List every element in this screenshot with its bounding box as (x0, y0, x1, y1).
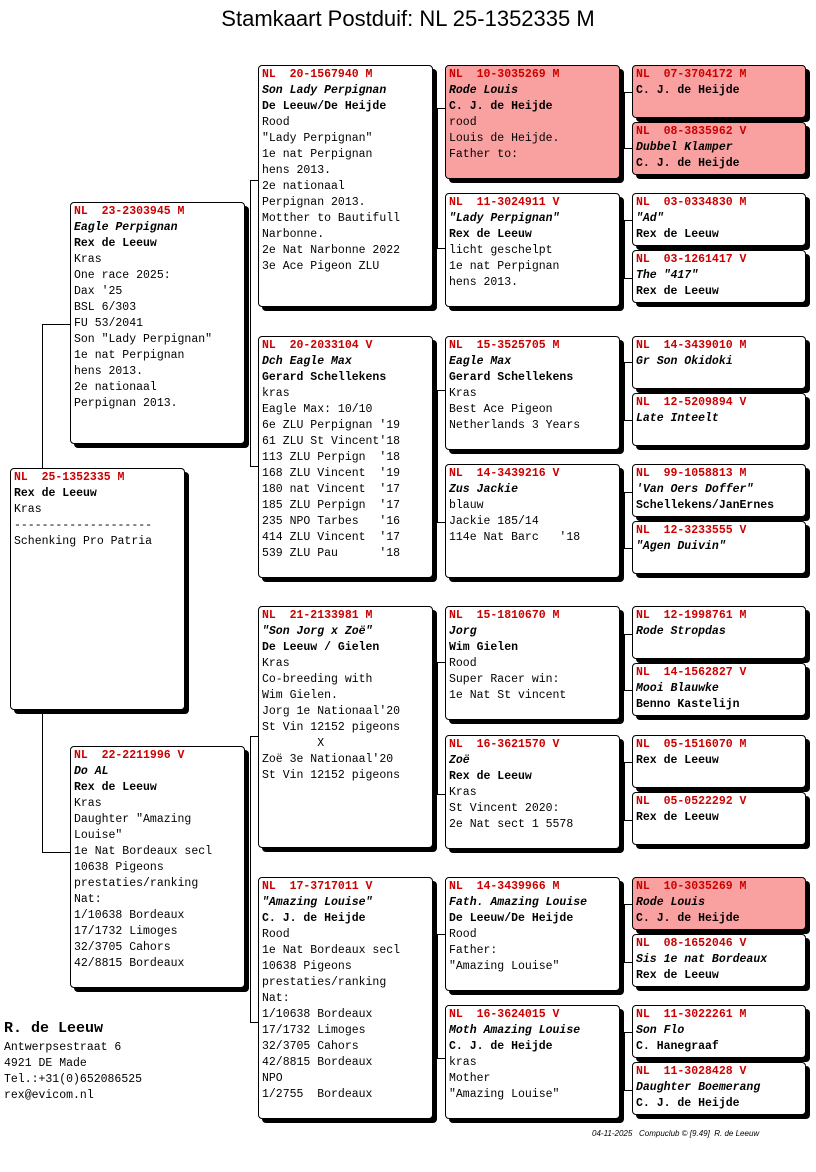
pedigree-card-gggp[interactable] (632, 464, 806, 517)
ring-number: NL 11-3028428 V (636, 1065, 747, 1078)
card-line: 2e nationaal (74, 381, 157, 394)
card-line: hens 2013. (449, 276, 519, 289)
pedigree-card-ggp[interactable] (445, 606, 620, 720)
card-line: 1/10638 Bordeaux (74, 909, 185, 922)
card-line: kras (262, 387, 290, 400)
card-line: "Amazing Louise" (449, 960, 560, 973)
pigeon-name: Son Lady Perpignan (262, 84, 387, 97)
connector (624, 904, 632, 905)
ring-number: NL 15-3525705 M (449, 339, 560, 352)
connector (624, 962, 632, 963)
pigeon-name: Eagle Max (449, 355, 512, 368)
breeder-name: Rex de Leeuw (14, 487, 97, 500)
pigeon-name: Zoë (449, 754, 470, 767)
breeder-name: De Leeuw/De Heijde (449, 912, 574, 925)
connector (624, 1032, 625, 1090)
connector (437, 248, 445, 249)
card-line: Dax '25 (74, 285, 123, 298)
connector (624, 220, 632, 221)
card-line: 2e Nat Narbonne 2022 (262, 244, 401, 257)
pigeon-name: Rode Louis (449, 84, 519, 97)
ring-number: NL 21-2133981 M (262, 609, 373, 622)
connector (437, 934, 445, 935)
card-line: 2e nationaal (262, 180, 345, 193)
card-line: 6e ZLU Perpignan '19 (262, 419, 401, 432)
pigeon-name: Daughter Boemerang (636, 1081, 761, 1094)
owner-address-line: 4921 DE Made (4, 1057, 87, 1070)
connector (437, 662, 445, 663)
card-line: Kras (74, 797, 102, 810)
connector (624, 492, 632, 493)
pigeon-name: Sis 1e nat Bordeaux (636, 953, 768, 966)
breeder-name: Rex de Leeuw (74, 237, 157, 250)
breeder-name: Gerard Schellekens (262, 371, 387, 384)
pedigree-card-gggp[interactable] (632, 193, 806, 246)
connector (624, 634, 625, 690)
card-line: Nat: (262, 992, 290, 1005)
card-line: St Vin 12152 pigeons (262, 721, 401, 734)
breeder-name: Rex de Leeuw (449, 228, 532, 241)
breeder-name: De Leeuw / Gielen (262, 641, 380, 654)
card-line: Father: (449, 944, 498, 957)
pedigree-card-gggp[interactable] (632, 663, 806, 716)
connector (624, 148, 632, 149)
breeder-name: C. J. de Heijde (636, 157, 740, 170)
pigeon-name: Fath. Amazing Louise (449, 896, 588, 909)
owner-block (4, 1018, 142, 1104)
pigeon-name: Zus Jackie (449, 483, 519, 496)
connector (250, 180, 258, 181)
card-line: Netherlands 3 Years (449, 419, 581, 432)
card-line: Co-breeding with (262, 673, 373, 686)
card-line: Kras (449, 387, 477, 400)
ring-number: NL 12-3233555 V (636, 524, 747, 537)
ring-number: NL 11-3022261 M (636, 1008, 747, 1021)
card-line: 414 ZLU Vincent '17 (262, 531, 401, 544)
pigeon-name: Moth Amazing Louise (449, 1024, 581, 1037)
ring-number: NL 03-1261417 V (636, 253, 747, 266)
card-line: Louis de Heijde. (449, 132, 560, 145)
connector (437, 662, 438, 794)
ring-number: NL 12-5209894 V (636, 396, 747, 409)
pedigree-card-gp[interactable] (258, 65, 433, 307)
card-line: 32/3705 Cahors (262, 1040, 359, 1053)
card-line: Jorg 1e Nationaal'20 (262, 705, 401, 718)
card-line: 168 ZLU Vincent '19 (262, 467, 401, 480)
pedigree-card-gp[interactable] (258, 336, 433, 578)
ring-number: NL 10-3035269 M (636, 880, 747, 893)
pigeon-name: 'Van Oers Doffer" (636, 483, 754, 496)
pigeon-name: "Agen Duivin" (636, 540, 726, 553)
ring-number: NL 14-1562827 V (636, 666, 747, 679)
pigeon-name: "Ad" (636, 212, 664, 225)
breeder-name: Schellekens/JanErnes (636, 499, 775, 512)
card-line: 113 ZLU Perpign '18 (262, 451, 401, 464)
card-line: St Vincent 2020: (449, 802, 560, 815)
pedigree-card-gggp[interactable] (632, 65, 806, 118)
card-line: 1/10638 Bordeaux (262, 1008, 373, 1021)
ring-number: NL 07-3704172 M (636, 68, 747, 81)
pigeon-name: "Lady Perpignan" (449, 212, 560, 225)
card-line: Schenking Pro Patria (14, 535, 153, 548)
pedigree-card-ggp[interactable] (445, 1005, 620, 1119)
card-line: Perpignan 2013. (74, 397, 178, 410)
breeder-name: Rex de Leeuw (636, 754, 719, 767)
pigeon-name: Late Inteelt (636, 412, 719, 425)
card-line: prestaties/ranking (262, 976, 387, 989)
card-line: Narbonne. (262, 228, 325, 241)
pedigree-card-ggp[interactable] (445, 193, 620, 307)
card-line: St Vin 12152 pigeons (262, 769, 401, 782)
card-line: 17/1732 Limoges (262, 1024, 366, 1037)
pedigree-card-gggp[interactable] (632, 877, 806, 930)
connector (437, 390, 438, 522)
card-line: Kras (449, 786, 477, 799)
ring-number: NL 14-3439010 M (636, 339, 747, 352)
owner-address-line: Antwerpsestraat 6 (4, 1041, 122, 1054)
pedigree-card-gp[interactable] (258, 606, 433, 848)
card-line: FU 53/2041 (74, 317, 144, 330)
page-title: Stamkaart Postduif: NL 25-1352335 M (221, 6, 595, 31)
card-line: Kras (14, 503, 42, 516)
pedigree-card-dam[interactable] (70, 746, 245, 988)
pedigree-card-gggp[interactable] (632, 521, 806, 574)
card-line: Son "Lady Perpignan" (74, 333, 213, 346)
card-line: 17/1732 Limoges (74, 925, 178, 938)
breeder-name: Wim Gielen (449, 641, 519, 654)
breeder-name: C. Hanegraaf (636, 1040, 719, 1053)
card-line: licht geschelpt (449, 244, 553, 257)
card-line: 2e Nat sect 1 5578 (449, 818, 574, 831)
card-line: X (262, 737, 325, 750)
card-line: -------------------- (14, 519, 153, 532)
owner-phone: Tel.:+31(0)652086525 (4, 1073, 143, 1086)
owner-name: R. de Leeuw (4, 1020, 104, 1037)
ring-number: NL 11-3024911 V (449, 196, 560, 209)
card-line: 114e Nat Barc '18 (449, 531, 581, 544)
card-line: Daughter "Amazing (74, 813, 192, 826)
card-line: hens 2013. (74, 365, 144, 378)
card-line: Perpignan 2013. (262, 196, 366, 209)
connector (42, 852, 70, 853)
card-line: 3e Ace Pigeon ZLU (262, 260, 380, 273)
pedigree-card-gggp[interactable] (632, 606, 806, 659)
pedigree-card-gggp[interactable] (632, 1062, 806, 1115)
connector (250, 1022, 258, 1023)
pedigree-card-ggp[interactable] (445, 735, 620, 849)
ring-number: NL 14-3439966 M (449, 880, 560, 893)
card-line: 180 nat Vincent '17 (262, 483, 401, 496)
breeder-name: C. J. de Heijde (449, 1040, 553, 1053)
owner-email[interactable]: rex@evicom.nl (4, 1089, 94, 1102)
card-line: blauw (449, 499, 484, 512)
card-line: 1e Nat St vincent (449, 689, 567, 702)
card-line: 1e nat Perpignan (262, 148, 373, 161)
card-line: 32/3705 Cahors (74, 941, 171, 954)
connector (624, 492, 625, 548)
connector (624, 1032, 632, 1033)
connector (250, 736, 258, 737)
card-line: 10638 Pigeons (262, 960, 352, 973)
pigeon-name: Gr Son Okidoki (636, 355, 733, 368)
breeder-name: Benno Kastelijn (636, 698, 740, 711)
pedigree-card-ggp[interactable] (445, 336, 620, 450)
breeder-name: Rex de Leeuw (636, 811, 719, 824)
connector (437, 390, 445, 391)
ring-number: NL 25-1352335 M (14, 471, 125, 484)
card-line: Nat: (74, 893, 102, 906)
card-line: Rood (449, 657, 477, 670)
ring-number: NL 20-2033104 V (262, 339, 373, 352)
card-line: 235 NPO Tarbes '16 (262, 515, 401, 528)
breeder-name: C. J. de Heijde (262, 912, 366, 925)
ring-number: NL 16-3624015 V (449, 1008, 560, 1021)
pigeon-name: Dch Eagle Max (262, 355, 352, 368)
connector (437, 934, 438, 1058)
connector (624, 1090, 632, 1091)
connector (437, 108, 445, 109)
breeder-name: C. J. de Heijde (636, 1097, 740, 1110)
pigeon-name: Rode Stropdas (636, 625, 726, 638)
card-line: Jackie 185/14 (449, 515, 539, 528)
card-line: 1/2755 Bordeaux (262, 1088, 373, 1101)
connector (42, 324, 70, 325)
card-line: 539 ZLU Pau '18 (262, 547, 401, 560)
connector (250, 466, 258, 467)
card-line: Super Racer win: (449, 673, 560, 686)
card-line: 10638 Pigeons (74, 861, 164, 874)
pedigree-card-ggp[interactable] (445, 464, 620, 578)
card-line: 185 ZLU Perpign '17 (262, 499, 401, 512)
pedigree-card-gggp[interactable] (632, 1005, 806, 1058)
pigeon-name: Rode Louis (636, 896, 706, 909)
pigeon-name: "Son Jorg x Zoë" (262, 625, 373, 638)
breeder-name: Rex de Leeuw (74, 781, 157, 794)
breeder-name: C. J. de Heijde (449, 100, 553, 113)
connector (250, 180, 251, 466)
pigeon-name: Mooi Blauwke (636, 682, 719, 695)
connector (624, 278, 632, 279)
card-line: Zoë 3e Nationaal'20 (262, 753, 394, 766)
ring-number: NL 20-1567940 M (262, 68, 373, 81)
pigeon-name: The "417" (636, 269, 699, 282)
card-line: Best Ace Pigeon (449, 403, 553, 416)
card-line: 42/8815 Bordeaux (74, 957, 185, 970)
pedigree-card-ggp[interactable] (445, 65, 620, 179)
pedigree-card-ggp[interactable] (445, 877, 620, 991)
card-line: NPO (262, 1072, 283, 1085)
footer-credit: 04-11-2025 Compuclub © [9.49] R. de Leeuw (592, 1129, 760, 1138)
breeder-name: C. J. de Heijde (636, 84, 740, 97)
card-line: Kras (262, 657, 290, 670)
breeder-name: Rex de Leeuw (449, 770, 532, 783)
card-line: Rood (449, 928, 477, 941)
card-line: Rood (262, 116, 290, 129)
ring-number: NL 08-1652046 V (636, 937, 747, 950)
card-line: "Lady Perpignan" (262, 132, 373, 145)
ring-number: NL 08-3835962 V (636, 125, 747, 138)
pedigree-card-gp[interactable] (258, 877, 433, 1119)
ring-number: NL 17-3717011 V (262, 880, 373, 893)
connector (624, 690, 632, 691)
pedigree-card-gggp[interactable] (632, 122, 806, 175)
pedigree-card-gggp[interactable] (632, 934, 806, 987)
card-line: Motther to Bautifull (262, 212, 401, 225)
ring-number: NL 05-0522292 V (636, 795, 747, 808)
card-line: Father to: (449, 148, 519, 161)
ring-number: NL 12-1998761 M (636, 609, 747, 622)
connector (624, 634, 632, 635)
pigeon-name: Do AL (74, 765, 109, 778)
ring-number: NL 03-0334830 M (636, 196, 747, 209)
card-line: Rood (262, 928, 290, 941)
pedigree-card-gggp[interactable] (632, 250, 806, 303)
connector (624, 92, 625, 148)
ring-number: NL 16-3621570 V (449, 738, 560, 751)
connector (624, 904, 625, 962)
pedigree-card-gggp[interactable] (632, 735, 806, 788)
connector (624, 820, 632, 821)
ring-number: NL 99-1058813 M (636, 467, 747, 480)
ring-number: NL 14-3439216 V (449, 467, 560, 480)
pigeon-name: Jorg (449, 625, 477, 638)
breeder-name: Rex de Leeuw (636, 228, 719, 241)
connector (437, 794, 445, 795)
connector (624, 220, 625, 278)
card-line: 61 ZLU St Vincent'18 (262, 435, 401, 448)
connector (437, 1058, 445, 1059)
pedigree-card-gggp[interactable] (632, 792, 806, 845)
breeder-name: Rex de Leeuw (636, 969, 719, 982)
connector (250, 736, 251, 1022)
breeder-name: De Leeuw/De Heijde (262, 100, 387, 113)
pedigree-card-subject[interactable] (10, 468, 185, 710)
breeder-name: C. J. de Heijde (636, 912, 740, 925)
card-line: "Amazing Louise" (449, 1088, 560, 1101)
connector (624, 420, 632, 421)
pedigree-card-sire[interactable] (70, 202, 245, 444)
card-line: BSL 6/303 (74, 301, 137, 314)
connector (624, 362, 632, 363)
breeder-name: Rex de Leeuw (636, 285, 719, 298)
connector (437, 108, 438, 248)
connector (42, 324, 43, 468)
card-line: prestaties/ranking (74, 877, 199, 890)
pigeon-name: Eagle Perpignan (74, 221, 178, 234)
breeder-name: Gerard Schellekens (449, 371, 574, 384)
card-line: Mother (449, 1072, 491, 1085)
connector (437, 522, 445, 523)
connector (624, 762, 625, 820)
pedigree-card-gggp[interactable] (632, 393, 806, 446)
pigeon-name: Son Flo (636, 1024, 685, 1037)
connector (624, 762, 632, 763)
card-line: Wim Gielen. (262, 689, 338, 702)
ring-number: NL 05-1516070 M (636, 738, 747, 751)
card-line: Kras (74, 253, 102, 266)
card-line: rood (449, 116, 477, 129)
connector (624, 362, 625, 420)
connector (42, 712, 43, 852)
pigeon-name: Dubbel Klamper (636, 141, 733, 154)
card-line: 1e nat Perpignan (74, 349, 185, 362)
card-line: 1e Nat Bordeaux secl (262, 944, 401, 957)
card-line: 42/8815 Bordeaux (262, 1056, 373, 1069)
card-line: Eagle Max: 10/10 (262, 403, 373, 416)
card-line: kras (449, 1056, 477, 1069)
ring-number: NL 10-3035269 M (449, 68, 560, 81)
ring-number: NL 15-1810670 M (449, 609, 560, 622)
ring-number: NL 22-2211996 V (74, 749, 185, 762)
pedigree-card-gggp[interactable] (632, 336, 806, 389)
card-line: One race 2025: (74, 269, 171, 282)
pigeon-name: "Amazing Louise" (262, 896, 373, 909)
card-line: 1e nat Perpignan (449, 260, 560, 273)
connector (624, 92, 632, 93)
card-line: hens 2013. (262, 164, 332, 177)
card-line: 1e Nat Bordeaux secl (74, 845, 213, 858)
connector (624, 548, 632, 549)
ring-number: NL 23-2303945 M (74, 205, 185, 218)
card-line: Louise" (74, 829, 123, 842)
